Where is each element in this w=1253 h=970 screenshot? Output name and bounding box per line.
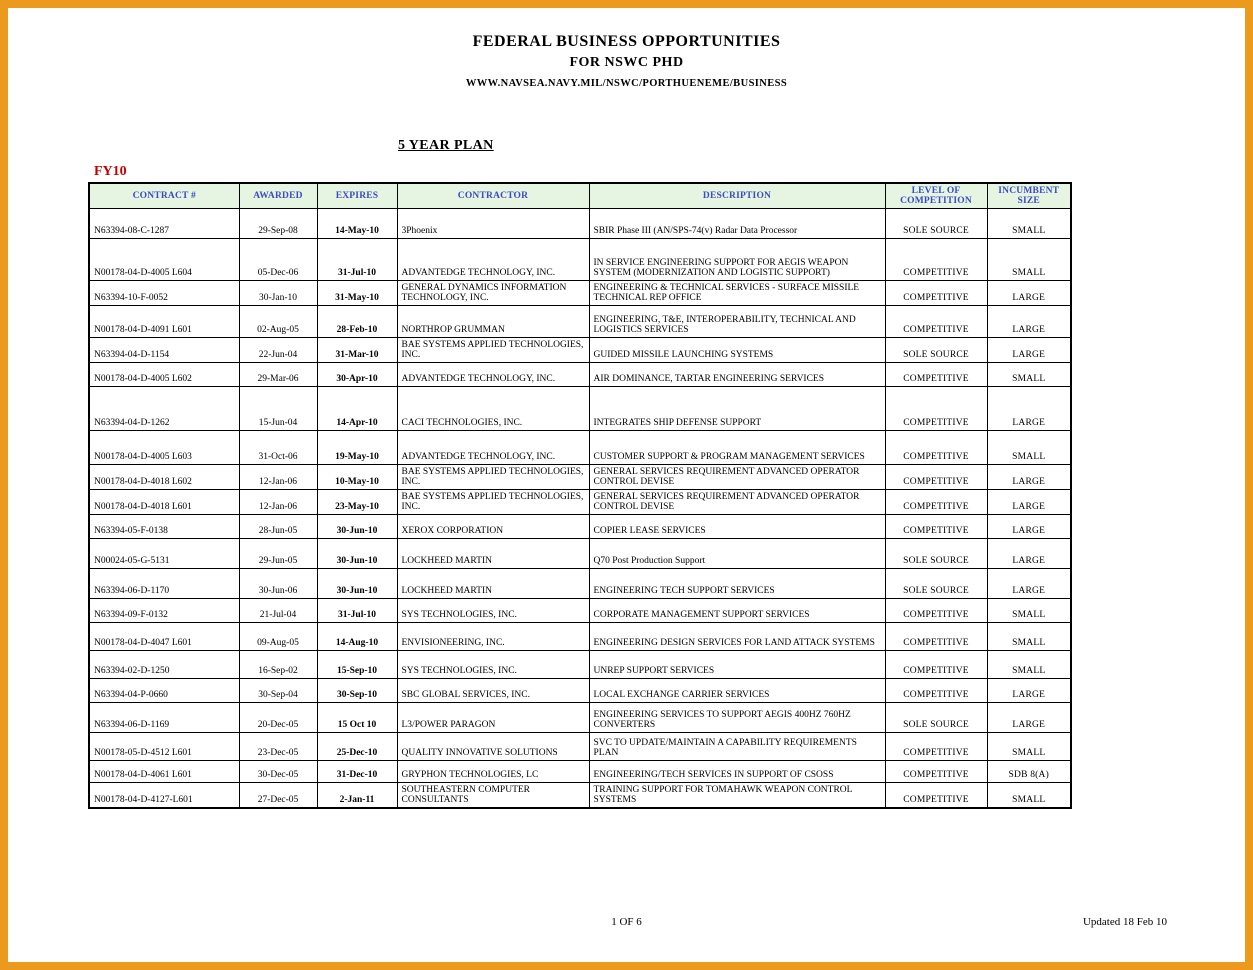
competition-level-cell: COMPETITIVE [885, 239, 987, 281]
competition-level-cell: COMPETITIVE [885, 679, 987, 703]
expires-date-cell: 2-Jan-11 [317, 783, 397, 809]
competition-level-cell: COMPETITIVE [885, 651, 987, 679]
incumbent-size-cell: LARGE [987, 515, 1071, 539]
awarded-date-cell: 30-Sep-04 [239, 679, 317, 703]
description-cell: Q70 Post Production Support [589, 539, 885, 569]
contractor-cell: GRYPHON TECHNOLOGIES, LC [397, 761, 589, 783]
expires-date-cell: 14-Apr-10 [317, 387, 397, 431]
expires-date-cell: 31-May-10 [317, 281, 397, 306]
contractor-cell: 3Phoenix [397, 209, 589, 239]
contract-number-cell: N00178-04-D-4018 L602 [89, 465, 239, 490]
awarded-date-cell: 15-Jun-04 [239, 387, 317, 431]
contract-number-cell: N63394-02-D-1250 [89, 651, 239, 679]
table-row [89, 490, 1071, 515]
page-indicator: 1 OF 6 [611, 916, 642, 928]
awarded-date-cell: 23-Dec-05 [239, 733, 317, 761]
contracts-table-header [89, 183, 1071, 209]
competition-level-cell: SOLE SOURCE [885, 338, 987, 363]
expires-date-cell: 31-Dec-10 [317, 761, 397, 783]
incumbent-size-cell: SMALL [987, 209, 1071, 239]
expires-date-cell: 25-Dec-10 [317, 733, 397, 761]
plan-title: 5 YEAR PLAN [398, 137, 494, 153]
contracts-table [88, 182, 1072, 810]
contracts-table-body [89, 209, 1071, 809]
competition-level-cell: COMPETITIVE [885, 515, 987, 539]
incumbent-size-cell: SMALL [987, 599, 1071, 623]
fiscal-year-label: FY10 [94, 163, 127, 179]
contract-number-cell: N00178-04-D-4005 L603 [89, 431, 239, 465]
competition-level-cell: COMPETITIVE [885, 490, 987, 515]
contract-number-cell: N63394-04-D-1154 [89, 338, 239, 363]
description-cell: TRAINING SUPPORT FOR TOMAHAWK WEAPON CONTROL SYSTEMS [589, 783, 885, 809]
column-header-awarded: AWARDED [239, 183, 317, 209]
competition-level-cell: COMPETITIVE [885, 761, 987, 783]
competition-level-cell: COMPETITIVE [885, 387, 987, 431]
header-row [89, 183, 1071, 209]
contract-number-cell: N63394-04-D-1262 [89, 387, 239, 431]
competition-level-cell: SOLE SOURCE [885, 703, 987, 733]
description-cell: ENGINEERING DESIGN SERVICES FOR LAND ATTACK SYSTEMS [589, 623, 885, 651]
table-row [89, 733, 1071, 761]
competition-level-cell: SOLE SOURCE [885, 569, 987, 599]
table-row [89, 387, 1071, 431]
competition-level-cell: COMPETITIVE [885, 431, 987, 465]
table-row [89, 623, 1071, 651]
expires-date-cell: 14-May-10 [317, 209, 397, 239]
expires-date-cell: 30-Sep-10 [317, 679, 397, 703]
expires-date-cell: 10-May-10 [317, 465, 397, 490]
description-cell: INTEGRATES SHIP DEFENSE SUPPORT [589, 387, 885, 431]
expires-date-cell: 30-Jun-10 [317, 569, 397, 599]
incumbent-size-cell: LARGE [987, 465, 1071, 490]
competition-level-cell: COMPETITIVE [885, 363, 987, 387]
expires-date-cell: 14-Aug-10 [317, 623, 397, 651]
contractor-cell: CACI TECHNOLOGIES, INC. [397, 387, 589, 431]
description-cell: GUIDED MISSILE LAUNCHING SYSTEMS [589, 338, 885, 363]
description-cell: UNREP SUPPORT SERVICES [589, 651, 885, 679]
document-footer [8, 916, 1245, 936]
incumbent-size-cell: SMALL [987, 623, 1071, 651]
table-row [89, 431, 1071, 465]
expires-date-cell: 23-May-10 [317, 490, 397, 515]
expires-date-cell: 31-Mar-10 [317, 338, 397, 363]
expires-date-cell: 30-Jun-10 [317, 515, 397, 539]
table-row [89, 209, 1071, 239]
incumbent-size-cell: SMALL [987, 651, 1071, 679]
competition-level-cell: COMPETITIVE [885, 623, 987, 651]
table-row [89, 569, 1071, 599]
contractor-cell: QUALITY INNOVATIVE SOLUTIONS [397, 733, 589, 761]
incumbent-size-cell: LARGE [987, 338, 1071, 363]
table-row [89, 761, 1071, 783]
incumbent-size-cell: SMALL [987, 239, 1071, 281]
contract-number-cell: N00178-04-D-4018 L601 [89, 490, 239, 515]
contract-number-cell: N63394-05-F-0138 [89, 515, 239, 539]
awarded-date-cell: 30-Jan-10 [239, 281, 317, 306]
expires-date-cell: 31-Jul-10 [317, 599, 397, 623]
awarded-date-cell: 21-Jul-04 [239, 599, 317, 623]
page-title-line1: FEDERAL BUSINESS OPPORTUNITIES [472, 33, 781, 50]
contractor-cell: ADVANTEDGE TECHNOLOGY, INC. [397, 239, 589, 281]
description-cell: ENGINEERING TECH SUPPORT SERVICES [589, 569, 885, 599]
awarded-date-cell: 31-Oct-06 [239, 431, 317, 465]
incumbent-size-cell: LARGE [987, 490, 1071, 515]
contractor-cell: LOCKHEED MARTIN [397, 539, 589, 569]
contractor-cell: XEROX CORPORATION [397, 515, 589, 539]
contractor-cell: BAE SYSTEMS APPLIED TECHNOLOGIES, INC. [397, 465, 589, 490]
table-row [89, 515, 1071, 539]
incumbent-size-cell: LARGE [987, 703, 1071, 733]
contract-number-cell: N00178-04-D-4061 L601 [89, 761, 239, 783]
awarded-date-cell: 12-Jan-06 [239, 465, 317, 490]
contract-number-cell: N63394-06-D-1170 [89, 569, 239, 599]
incumbent-size-cell: SDB 8(A) [987, 761, 1071, 783]
contractor-cell: ENVISIONEERING, INC. [397, 623, 589, 651]
table-row [89, 281, 1071, 306]
incumbent-size-cell: SMALL [987, 733, 1071, 761]
awarded-date-cell: 05-Dec-06 [239, 239, 317, 281]
table-row [89, 306, 1071, 338]
competition-level-cell: COMPETITIVE [885, 306, 987, 338]
contract-number-cell: N00178-04-D-4127-L601 [89, 783, 239, 809]
incumbent-size-cell: SMALL [987, 783, 1071, 809]
contract-number-cell: N63394-04-P-0660 [89, 679, 239, 703]
contract-number-cell: N00178-04-D-4005 L604 [89, 239, 239, 281]
table-row [89, 599, 1071, 623]
description-cell: AIR DOMINANCE, TARTAR ENGINEERING SERVICES [589, 363, 885, 387]
description-cell: CORPORATE MANAGEMENT SUPPORT SERVICES [589, 599, 885, 623]
contract-number-cell: N00178-04-D-4005 L602 [89, 363, 239, 387]
competition-level-cell: COMPETITIVE [885, 281, 987, 306]
table-row [89, 783, 1071, 809]
expires-date-cell: 30-Apr-10 [317, 363, 397, 387]
awarded-date-cell: 27-Dec-05 [239, 783, 317, 809]
description-cell: SBIR Phase III (AN/SPS-74(v) Radar Data Processor [589, 209, 885, 239]
description-cell: LOCAL EXCHANGE CARRIER SERVICES [589, 679, 885, 703]
expires-date-cell: 30-Jun-10 [317, 539, 397, 569]
competition-level-cell: COMPETITIVE [885, 783, 987, 809]
awarded-date-cell: 12-Jan-06 [239, 490, 317, 515]
expires-date-cell: 31-Jul-10 [317, 239, 397, 281]
table-row [89, 239, 1071, 281]
contract-number-cell: N00024-05-G-5131 [89, 539, 239, 569]
contractor-cell: NORTHROP GRUMMAN [397, 306, 589, 338]
awarded-date-cell: 29-Mar-06 [239, 363, 317, 387]
awarded-date-cell: 30-Jun-06 [239, 569, 317, 599]
description-cell: ENGINEERING & TECHNICAL SERVICES - SURFACE MISSILE TECHNICAL REP OFFICE [589, 281, 885, 306]
awarded-date-cell: 20-Dec-05 [239, 703, 317, 733]
contractor-cell: SYS TECHNOLOGIES, INC. [397, 651, 589, 679]
expires-date-cell: 28-Feb-10 [317, 306, 397, 338]
competition-level-cell: SOLE SOURCE [885, 209, 987, 239]
awarded-date-cell: 16-Sep-02 [239, 651, 317, 679]
description-cell: CUSTOMER SUPPORT & PROGRAM MANAGEMENT SERVICES [589, 431, 885, 465]
contractor-cell: SYS TECHNOLOGIES, INC. [397, 599, 589, 623]
awarded-date-cell: 09-Aug-05 [239, 623, 317, 651]
awarded-date-cell: 22-Jun-04 [239, 338, 317, 363]
contract-number-cell: N63394-08-C-1287 [89, 209, 239, 239]
contract-number-cell: N63394-09-F-0132 [89, 599, 239, 623]
contractor-cell: ADVANTEDGE TECHNOLOGY, INC. [397, 431, 589, 465]
table-row [89, 679, 1071, 703]
description-cell: GENERAL SERVICES REQUIREMENT ADVANCED OPERATOR CONTROL DEVISE [589, 465, 885, 490]
column-header-incumbent-size: INCUMBENT SIZE [987, 183, 1071, 209]
description-cell: ENGINEERING, T&E, INTEROPERABILITY, TECHNICAL AND LOGISTICS SERVICES [589, 306, 885, 338]
column-header-contractor: CONTRACTOR [397, 183, 589, 209]
contractor-cell: ADVANTEDGE TECHNOLOGY, INC. [397, 363, 589, 387]
column-header-description: DESCRIPTION [589, 183, 885, 209]
awarded-date-cell: 29-Jun-05 [239, 539, 317, 569]
competition-level-cell: COMPETITIVE [885, 465, 987, 490]
awarded-date-cell: 02-Aug-05 [239, 306, 317, 338]
table-row [89, 363, 1071, 387]
competition-level-cell: SOLE SOURCE [885, 539, 987, 569]
column-header-contract-number: CONTRACT # [89, 183, 239, 209]
table-row [89, 703, 1071, 733]
awarded-date-cell: 29-Sep-08 [239, 209, 317, 239]
contractor-cell: L3/POWER PARAGON [397, 703, 589, 733]
contractor-cell: SBC GLOBAL SERVICES, INC. [397, 679, 589, 703]
contractor-cell: GENERAL DYNAMICS INFORMATION TECHNOLOGY, INC. [397, 281, 589, 306]
incumbent-size-cell: LARGE [987, 306, 1071, 338]
description-cell: ENGINEERING/TECH SERVICES IN SUPPORT OF CSOSS [589, 761, 885, 783]
description-cell: COPIER LEASE SERVICES [589, 515, 885, 539]
page-title-line2: FOR NSWC PHD [569, 55, 684, 71]
table-row [89, 651, 1071, 679]
contractor-cell: LOCKHEED MARTIN [397, 569, 589, 599]
competition-level-cell: COMPETITIVE [885, 733, 987, 761]
contractor-cell: SOUTHEASTERN COMPUTER CONSULTANTS [397, 783, 589, 809]
incumbent-size-cell: SMALL [987, 431, 1071, 465]
expires-date-cell: 15-Sep-10 [317, 651, 397, 679]
table-row [89, 465, 1071, 490]
updated-date: Updated 18 Feb 10 [1082, 916, 1167, 928]
incumbent-size-cell: LARGE [987, 539, 1071, 569]
contractor-cell: BAE SYSTEMS APPLIED TECHNOLOGIES, INC. [397, 490, 589, 515]
table-row [89, 539, 1071, 569]
description-cell: ENGINEERING SERVICES TO SUPPORT AEGIS 400HZ 760HZ CONVERTERS [589, 703, 885, 733]
column-header-expires: EXPIRES [317, 183, 397, 209]
expires-date-cell: 19-May-10 [317, 431, 397, 465]
expires-date-cell: 15 Oct 10 [317, 703, 397, 733]
contractor-cell: BAE SYSTEMS APPLIED TECHNOLOGIES, INC. [397, 338, 589, 363]
awarded-date-cell: 30-Dec-05 [239, 761, 317, 783]
business-url-text: WWW.NAVSEA.NAVY.MIL/NSWC/PORTHUENEME/BUSINESS [465, 78, 788, 90]
table-row [89, 338, 1071, 363]
incumbent-size-cell: LARGE [987, 679, 1071, 703]
description-cell: IN SERVICE ENGINEERING SUPPORT FOR AEGIS WEAPON SYSTEM (MODERNIZATION AND LOGISTIC SUPPORT) [589, 239, 885, 281]
column-header-competition-level: LEVEL OF COMPETITION [885, 183, 987, 209]
description-cell: SVC TO UPDATE/MAINTAIN A CAPABILITY REQUIREMENTS PLAN [589, 733, 885, 761]
incumbent-size-cell: LARGE [987, 387, 1071, 431]
incumbent-size-cell: LARGE [987, 569, 1071, 599]
contract-number-cell: N00178-05-D-4512 L601 [89, 733, 239, 761]
competition-level-cell: COMPETITIVE [885, 599, 987, 623]
description-cell: GENERAL SERVICES REQUIREMENT ADVANCED OPERATOR CONTROL DEVISE [589, 490, 885, 515]
awarded-date-cell: 28-Jun-05 [239, 515, 317, 539]
contract-number-cell: N63394-10-F-0052 [89, 281, 239, 306]
incumbent-size-cell: SMALL [987, 363, 1071, 387]
contract-number-cell: N00178-04-D-4091 L601 [89, 306, 239, 338]
incumbent-size-cell: LARGE [987, 281, 1071, 306]
contract-number-cell: N63394-06-D-1169 [89, 703, 239, 733]
contract-number-cell: N00178-04-D-4047 L601 [89, 623, 239, 651]
document-header [8, 30, 1245, 92]
